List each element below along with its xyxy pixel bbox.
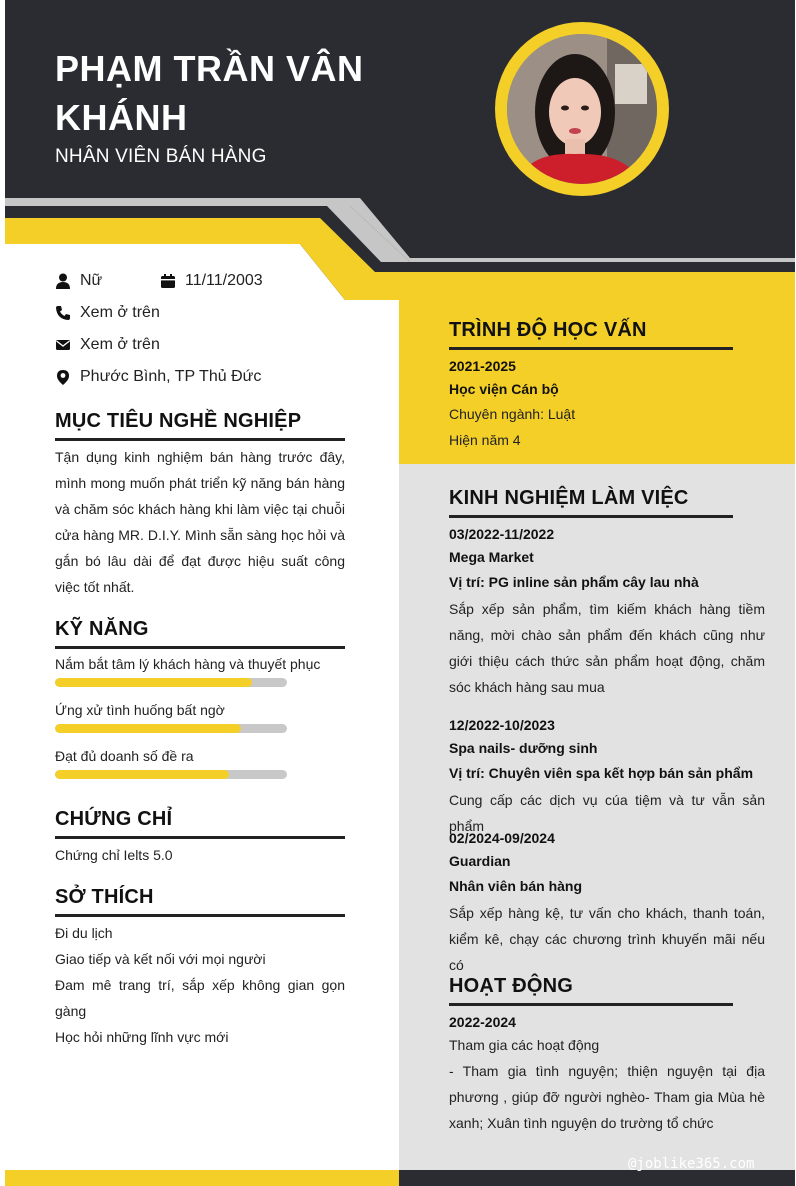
- experience-divider: [449, 515, 733, 518]
- hobbies-divider: [55, 914, 345, 917]
- activities-divider: [449, 1003, 733, 1006]
- mail-icon: [55, 337, 71, 353]
- activities-subtitle: Tham gia các hoạt động: [449, 1037, 600, 1053]
- activities-title: HOẠT ĐỘNG: [449, 975, 574, 997]
- gender-row: [55, 269, 102, 293]
- job-position: Vị trí: PG inline sản phẩm cây lau nhà: [449, 574, 699, 590]
- objective-divider: [55, 438, 345, 441]
- skill-bar-fill: [55, 770, 229, 779]
- skill-bar-fill: [55, 678, 252, 687]
- candidate-name: PHẠM TRẦN VÂN KHÁNH: [55, 48, 364, 138]
- location-pin-icon: [55, 369, 71, 385]
- avatar: [507, 34, 657, 184]
- birthdate-text: 11/11/2003: [185, 272, 263, 289]
- education-title: TRÌNH ĐỘ HỌC VẤN: [449, 319, 647, 341]
- phone-text: Xem ở trên: [80, 304, 160, 321]
- skill-bar: [55, 724, 287, 733]
- job-position: Vị trí: Chuyên viên spa kết hợp bán sản phẩm: [449, 765, 754, 781]
- objective-text: Tận dụng kinh nghiệm bán hàng trước đây, mình mong muốn phát triển kỹ năng bán hàng và chăm sóc khách hàng khi làm việc tại chuỗi cửa hàng MR. D.I.Y. Mình sẵn sàng học hỏi và gắn bó lâu dài để đạt được hiệu suất công việc tốt nhất.: [55, 449, 345, 595]
- job-period: 02/2024-09/2024: [449, 830, 555, 846]
- hobby-item: Đam mê trang trí, sắp xếp không gian gọn gàng: [55, 977, 345, 1019]
- job-company: Guardian: [449, 853, 511, 869]
- avatar-photo-icon: [507, 34, 657, 184]
- certificates-title: CHỨNG CHỈ: [55, 808, 173, 830]
- footer-bar-right: [399, 1170, 795, 1186]
- education-status: Hiện năm 4: [449, 432, 521, 448]
- user-icon: [55, 273, 71, 289]
- education-major: Chuyên ngành: Luật: [449, 406, 576, 422]
- job-description: Sắp xếp sản phẩm, tìm kiếm khách hàng tiềm năng, mời chào sản phẩm đến khách cũng như giới thiệu cách thức sản phẩm hoạt động, chăm sóc khách hàng sau mua: [449, 601, 765, 695]
- job-description: Sắp xếp hàng kệ, tư vấn cho khách, thanh toán, kiểm kê, chạy các chương trình khuyến mãi nếu có: [449, 905, 765, 973]
- job-position: Nhân viên bán hàng: [449, 878, 583, 894]
- calendar-icon: [160, 273, 176, 289]
- skills-title: KỸ NĂNG: [55, 618, 149, 640]
- education-period: 2021-2025: [449, 358, 516, 374]
- education-divider: [449, 347, 733, 350]
- footer-bar-left: [5, 1170, 399, 1186]
- watermark-text: @joblike365.com: [628, 1156, 755, 1172]
- skill-label: Đạt đủ doanh số đề ra: [55, 748, 194, 764]
- job-title: NHÂN VIÊN BÁN HÀNG: [55, 146, 267, 167]
- gender-text: Nữ: [80, 272, 103, 289]
- job-company: Mega Market: [449, 549, 534, 565]
- email-row: [55, 333, 160, 357]
- email-text: Xem ở trên: [80, 336, 160, 353]
- skills-divider: [55, 646, 345, 649]
- phone-row: [55, 301, 160, 325]
- certificate-item: Chứng chỉ Ielts 5.0: [55, 847, 173, 863]
- certificates-divider: [55, 836, 345, 839]
- job-period: 12/2022-10/2023: [449, 717, 555, 733]
- objective-title: MỤC TIÊU NGHỀ NGHIỆP: [55, 410, 302, 432]
- experience-title: KINH NGHIỆM LÀM VIỆC: [449, 487, 689, 509]
- job-period: 03/2022-11/2022: [449, 526, 555, 542]
- hobby-item: Giao tiếp và kết nối với mọi người: [55, 951, 266, 967]
- phone-icon: [55, 305, 71, 321]
- cv-page: [5, 0, 795, 1186]
- skill-bar-fill: [55, 724, 241, 733]
- address-row: [55, 365, 261, 389]
- hobbies-title: SỞ THÍCH: [55, 886, 154, 908]
- hobby-item: Đi du lịch: [55, 925, 113, 941]
- skill-label: Ứng xử tình huống bất ngờ: [55, 702, 225, 718]
- birthdate-row: [160, 269, 263, 293]
- activities-description: - Tham gia tình nguyện; thiện nguyện tại địa phương , giúp đỡ người nghèo- Tham gia Mùa hè xanh; Xuân tình nguyện do trường tổ chức: [449, 1063, 765, 1131]
- job-description: Cung cấp các dịch vụ cúa tiệm và tư vẫn sản phẩm: [449, 792, 765, 834]
- skill-label: Nắm bắt tâm lý khách hàng và thuyết phục: [55, 656, 321, 672]
- education-school: Học viện Cán bộ: [449, 381, 559, 397]
- skill-bar: [55, 770, 287, 779]
- activities-period: 2022-2024: [449, 1014, 516, 1030]
- job-company: Spa nails- dưỡng sinh: [449, 740, 598, 756]
- skill-bar: [55, 678, 287, 687]
- hobbies-list: [55, 920, 345, 1050]
- hobby-item: Học hỏi những lĩnh vực mới: [55, 1029, 229, 1045]
- address-text: Phước Bình, TP Thủ Đức: [80, 368, 262, 385]
